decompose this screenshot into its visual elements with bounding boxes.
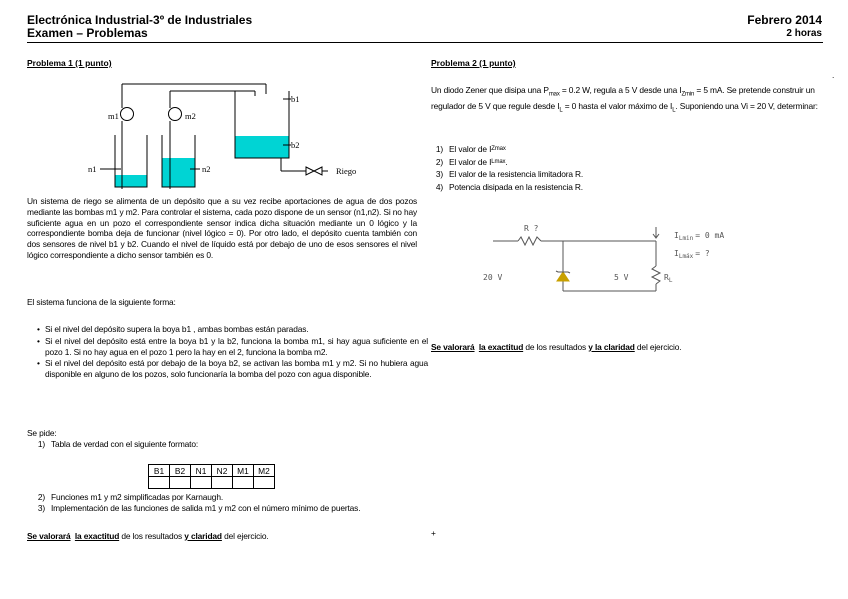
label-b2: b2: [291, 140, 300, 150]
zener-circuit: [478, 218, 748, 300]
exam-duration: 2 horas: [786, 28, 822, 39]
table-cell: [233, 477, 254, 489]
pump-m2: [169, 108, 182, 121]
well1-water: [115, 175, 147, 187]
label-b1: b1: [291, 94, 300, 104]
task-item: 2) Funciones m1 y m2 simplificadas por Karnaugh.: [37, 492, 224, 502]
exam-title: Examen – Problemas: [27, 26, 148, 40]
well2-water: [162, 158, 195, 187]
table-cell: [191, 477, 212, 489]
label-m1: m1: [108, 111, 119, 121]
il-max-label: $I_{Lmáx}$ = ?: [674, 249, 710, 260]
deposit-water: [235, 136, 289, 158]
problem2-evaluation: Se valorará la exactitud de los resultados y la claridad del ejercicio.: [431, 342, 682, 352]
resistor-rl: [652, 266, 660, 284]
zener-diode: [557, 272, 569, 281]
task-text: Tabla de verdad con el siguiente formato:: [51, 439, 199, 449]
problem1-task-1: [27, 439, 198, 450]
label-riego: Riego: [336, 166, 357, 176]
rule-item: • Si el nivel del depósito está entre la boya b1 y la b2, funciona la bomba m1, si hay agua suficiente en el pozo 1. Si no hay agua en el pozo 1 pero la hay en el 2, funciona la bomba m2.: [45, 336, 428, 358]
task-number: 1): [37, 439, 45, 449]
ask-label: Se pide:: [27, 428, 57, 438]
task-item: 1) El valor de I Zmax: [435, 144, 506, 154]
problem1-title: Problema 1 (1 punto): [27, 58, 112, 68]
label-n1: n1: [88, 164, 97, 174]
input-voltage: 20 V: [483, 273, 503, 282]
header-rule: [27, 42, 823, 43]
problem1-task-list: [27, 492, 360, 513]
table-cell: [149, 477, 170, 489]
dot-mark: .: [832, 70, 835, 80]
resistor-label: R ?: [524, 224, 539, 233]
table-cell: [170, 477, 191, 489]
truth-table: [148, 464, 275, 489]
table-header: M1: [233, 465, 254, 477]
exam-date: Febrero 2014: [747, 13, 822, 27]
table-cell: [212, 477, 233, 489]
label-m2: m2: [185, 111, 196, 121]
load-label: $R_L$: [664, 273, 673, 284]
label-n2: n2: [202, 164, 211, 174]
task-item: 3) Implementación de las funciones de salida m1 y m2 con el número mínimo de puertas.: [37, 502, 361, 513]
rules-list: [35, 324, 428, 381]
task-item: 2) El valor de I Lmax .: [435, 156, 508, 167]
course-title: Electrónica Industrial-3º de Industriales: [27, 13, 253, 27]
problem2-intro: Un diodo Zener que disipa una $P_{max} = 0.2$ W, regula a 5 V desde una $I_{Zmin} = 5$ mA. Se pretende construir un regulador de 5 V que regule desde $I_L = 0$ hasta el valor máximo de $I_L$. Suponiendo una Vi = 20 V, determinar:: [431, 85, 818, 114]
problem2-title: Problema 2 (1 punto): [431, 58, 516, 68]
table-header: B2: [170, 465, 191, 477]
table-cell: [254, 477, 275, 489]
problem2-task-list: [425, 143, 583, 193]
table-header: N1: [191, 465, 212, 477]
problem1-intro: Un sistema de riego se alimenta de un depósito que a su vez recibe aportaciones de agua de dos pozos mediante las bombas m1 y m2. Para controlar el sistema, cada pozo dispone de un sensor (n1,n2). Si no hay suficiente agua en un pozo el correspondiente sensor indica dicha situación mediante un 0 lógico y la correspondiente bomba deja de funcionar (nivel lógico = 0). Por otro lado, el depósito cuenta también con dos sensores de nivel b1 y b2. Cuando el nivel de líquido está por debajo de uno de esos sensores el nivel lógico correspondiente a dicho sensor también es 0.: [27, 196, 417, 260]
task-item: 3) El valor de la resistencia limitadora R.: [435, 169, 584, 179]
resistor-r: [518, 237, 541, 245]
table-header: M2: [254, 465, 275, 477]
irrigation-diagram: [80, 78, 370, 190]
pump-m1: [121, 108, 134, 121]
functioning-intro: El sistema funciona de la siguiente forma:: [27, 297, 176, 307]
plus-mark: +: [431, 528, 436, 538]
rule-item: • Si el nivel del depósito supera la boya b1 , ambas bombas están paradas.: [45, 324, 428, 335]
problem1-evaluation: Se valorará la exactitud de los resultados y claridad del ejercicio.: [27, 531, 269, 541]
il-min-label: $I_{Lmin} = 0$ mA: [674, 231, 725, 242]
rule-item: • Si el nivel del depósito está por debajo de la boya b2, se activan las bomba m1 y m2. Si no hubiera agua disponible en alguno de los pozos, solo funcionaría la bomba del pozo con agua disponible.: [45, 358, 428, 380]
task-item: 4) Potencia disipada en la resistencia R.: [435, 181, 583, 192]
table-header: N2: [212, 465, 233, 477]
table-header: B1: [149, 465, 170, 477]
zener-voltage: 5 V: [614, 273, 629, 282]
